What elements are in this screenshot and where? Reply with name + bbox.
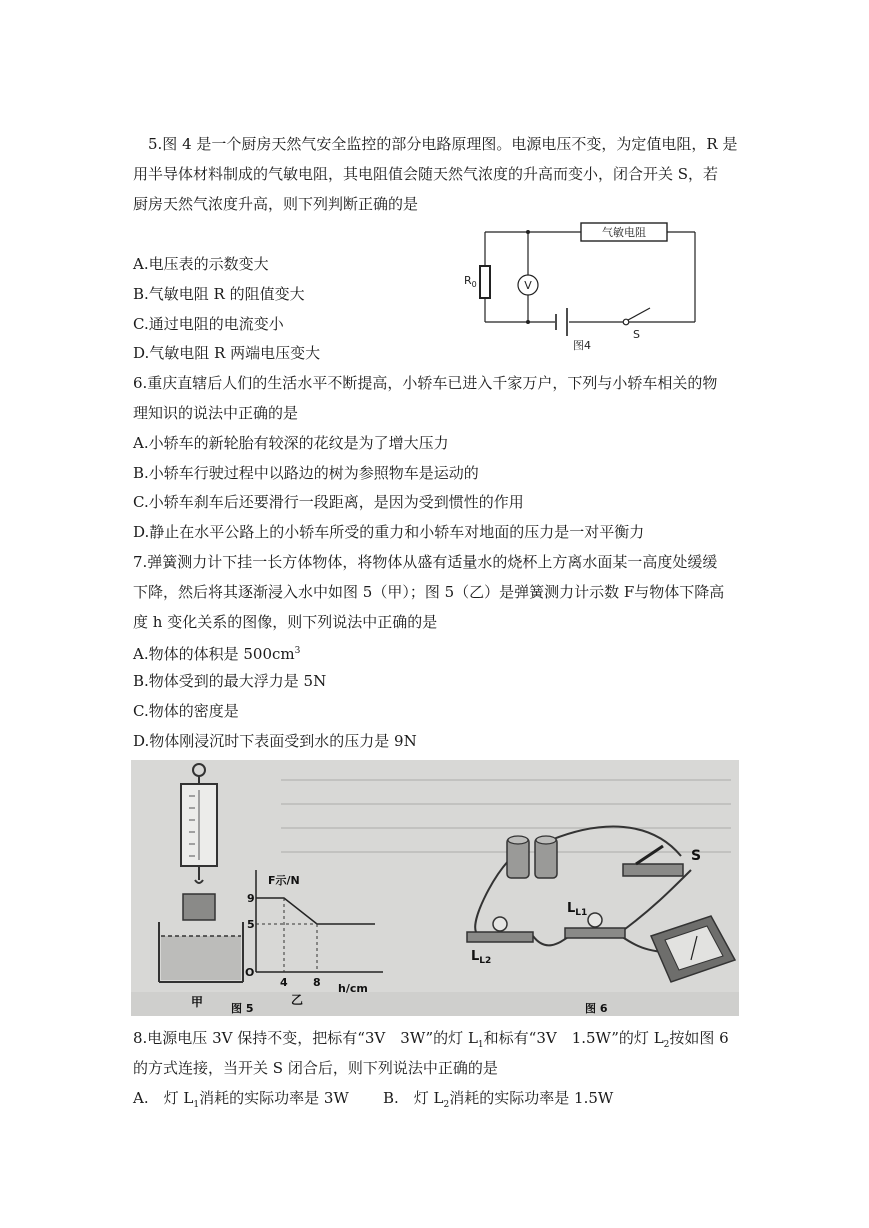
q6-option-b: B.小轿车行驶过程中以路边的树为参照物车是运动的 bbox=[133, 464, 479, 482]
q8-option-b: B. 灯 $L_2$消耗的实际功率是 1.5W bbox=[383, 1089, 614, 1110]
q5-stem-line-3: 厨房天然气浓度升高，则下列判断正确的是 bbox=[133, 195, 419, 213]
graph-origin: O bbox=[245, 966, 255, 979]
gas-sensor-label: 气敏电阻 bbox=[602, 226, 646, 239]
caption-figure-6: 图 6 bbox=[585, 1002, 608, 1015]
figure-4-caption: 图4 bbox=[573, 339, 591, 352]
q6-stem-line-2: 理知识的说法中正确的是 bbox=[133, 404, 299, 422]
q7-option-d: D.物体刚浸沉时下表面受到水的压力是 9N bbox=[133, 732, 417, 750]
graph-y-tick-9: 9 bbox=[247, 892, 255, 905]
r0-label: $R_0$ bbox=[464, 274, 477, 289]
switch-label: S bbox=[633, 328, 640, 341]
graph-x-tick-8: 8 bbox=[313, 976, 321, 989]
q5-option-d: D.气敏电阻 R 两端电压变大 bbox=[133, 344, 321, 362]
label-l1: $L_{L1}$ bbox=[567, 901, 588, 918]
q8-stem-line-2: 的方式连接，当开关 S 闭合后，则下列说法中正确的是 bbox=[133, 1059, 498, 1077]
q6-stem-line-1: 6.重庆直辖后人们的生活水平不断提高，小轿车已进入千家万户，下列与小轿车相关的物 bbox=[133, 374, 718, 392]
graph-y-label: F示/N bbox=[268, 874, 300, 887]
graph-x-label: h/cm bbox=[338, 982, 368, 995]
figure-5-6-photo bbox=[131, 760, 739, 1016]
label-l2: $L_{L2}$ bbox=[471, 949, 492, 966]
q5-option-c: C.通过电阻的电流变小 bbox=[133, 315, 284, 333]
q5-option-a: A.电压表的示数变大 bbox=[133, 255, 269, 273]
q5-stem-line-1: 5.图 4 是一个厨房天然气安全监控的部分电路原理图。电源电压不变，为定值电阻，R 是 bbox=[148, 135, 738, 153]
q7-stem-line-3: 度 h 变化关系的图像，则下列说法中正确的是 bbox=[133, 613, 438, 631]
graph-y-tick-5: 5 bbox=[247, 918, 255, 931]
q7-option-c: C.物体的密度是 bbox=[133, 702, 239, 720]
q6-option-a: A.小轿车的新轮胎有较深的花纹是为了增大压力 bbox=[133, 434, 449, 452]
graph-x-tick-4: 4 bbox=[280, 976, 288, 989]
q6-option-c: C.小轿车刹车后还要滑行一段距离，是因为受到惯性的作用 bbox=[133, 493, 524, 511]
q7-stem-line-2: 下降，然后将其逐渐浸入水中如图 5（甲）；图 5（乙）是弹簧测力计示数 F与物体下降高 bbox=[133, 583, 725, 601]
q5-option-b: B.气敏电阻 R 的阻值变大 bbox=[133, 285, 305, 303]
block-object bbox=[183, 894, 215, 920]
q5-stem-line-2: 用半导体材料制成的气敏电阻，其电阻值会随天然气浓度的升高而变小，闭合开关 S，若 bbox=[133, 165, 719, 183]
q7-option-a: A.物体的体积是 $500cm^3$ bbox=[133, 645, 301, 663]
r0-resistor bbox=[480, 266, 490, 298]
q8-stem-line-1: 8.电源电压 3V 保持不变，把标有“3V 3W”的灯 $L_1$和标有“3V 1.5W”的灯 $L_2$按如图 6 bbox=[133, 1029, 729, 1050]
caption-figure-5: 图 5 bbox=[231, 1002, 254, 1015]
figure-4-circuit bbox=[455, 218, 705, 356]
voltmeter-label: V bbox=[524, 279, 532, 292]
q6-option-d: D.静止在水平公路上的小轿车所受的重力和小轿车对地面的压力是一对平衡力 bbox=[133, 523, 645, 541]
q8-option-a: A. 灯 $L_1$消耗的实际功率是 3W bbox=[133, 1089, 349, 1110]
switch-icon bbox=[623, 319, 629, 325]
q7-stem-line-1: 7.弹簧测力计下挂一长方体物体，将物体从盛有适量水的烧杯上方离水面某一高度处缓缓 bbox=[133, 553, 718, 571]
label-s: S bbox=[691, 848, 702, 864]
label-yi: 乙 bbox=[291, 993, 304, 1007]
label-jia: 甲 bbox=[191, 995, 204, 1009]
q7-option-b: B.物体受到的最大浮力是 5N bbox=[133, 672, 327, 690]
